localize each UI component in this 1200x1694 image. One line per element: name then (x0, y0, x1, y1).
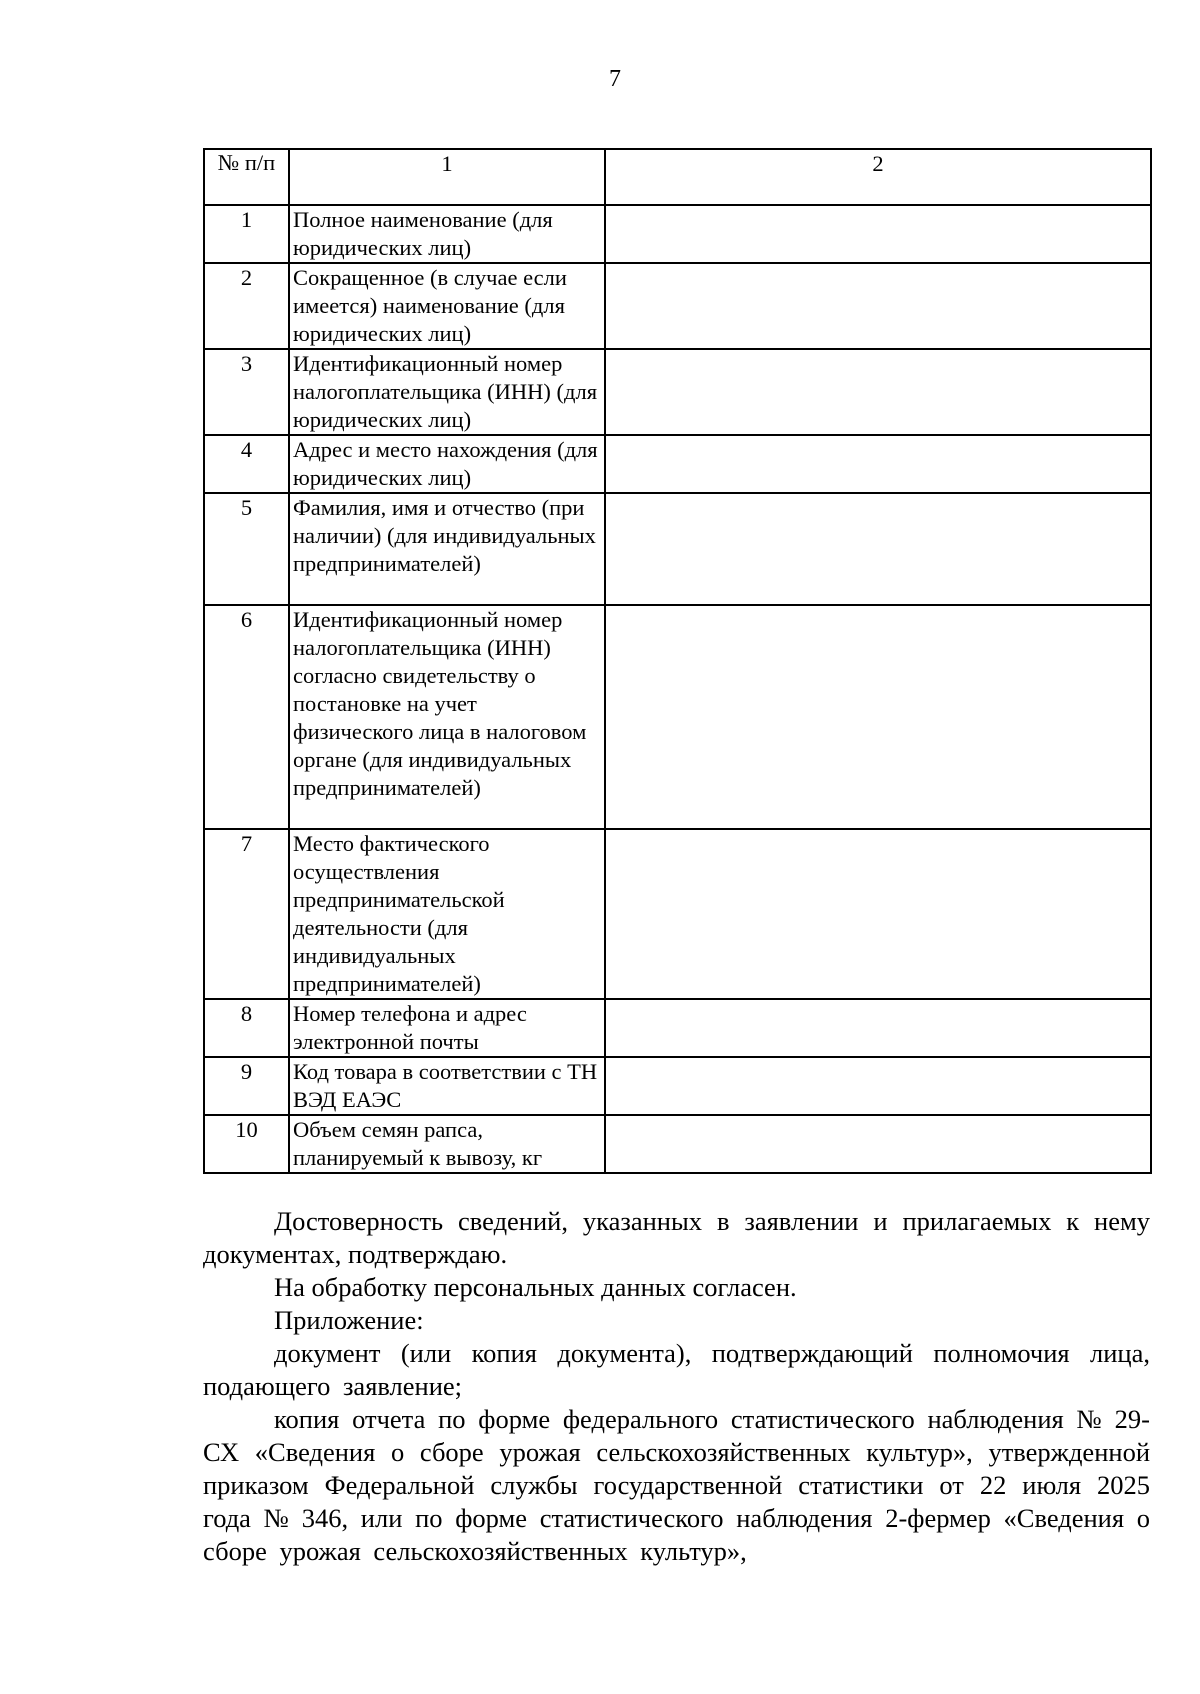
table-row (204, 605, 1151, 829)
document-body (203, 1205, 1150, 1568)
paragraph-attachments-heading: Приложение: (274, 1305, 424, 1335)
row-value-cell[interactable] (605, 1057, 1151, 1115)
paragraph-certification: Достоверность сведений, указанных в заявлении и прилагаемых к нему документах, подтверждаю. (203, 1206, 1150, 1269)
row-number: 6 (204, 605, 289, 829)
table-header-row (204, 149, 1151, 205)
applicant-info-table (203, 148, 1152, 1174)
table-row (204, 829, 1151, 999)
row-value-cell[interactable] (605, 493, 1151, 605)
row-label: Идентификационный номер налогоплательщика (ИНН) (для юридических лиц) (289, 349, 605, 435)
row-label: Номер телефона и адрес электронной почты (289, 999, 605, 1057)
table-row (204, 1057, 1151, 1115)
row-number: 8 (204, 999, 289, 1057)
row-number: 10 (204, 1115, 289, 1173)
row-label: Место фактического осуществления предпринимательской деятельности (для индивидуальных предпринимателей) (289, 829, 605, 999)
row-label: Код товара в соответствии с ТН ВЭД ЕАЭС (289, 1057, 605, 1115)
row-value-cell[interactable] (605, 263, 1151, 349)
row-label: Фамилия, имя и отчество (при наличии) (для индивидуальных предпринимателей) (289, 493, 605, 605)
table-row (204, 493, 1151, 605)
table-row (204, 999, 1151, 1057)
row-label: Полное наименование (для юридических лиц) (289, 205, 605, 263)
row-label: Объем семян рапса, планируемый к вывозу, кг (289, 1115, 605, 1173)
row-number: 1 (204, 205, 289, 263)
paragraph-consent: На обработку персональных данных согласен. (274, 1272, 797, 1302)
paragraph-attachment-report: копия отчета по форме федерального статистического наблюдения № 29-СХ «Сведения о сборе урожая сельскохозяйственных культур», утвержденной приказом Федеральной службы государственной статистики от 22 июля 2025 года № 346, или по форме статистического наблюдения 2-фермер «Сведения о сборе урожая сельскохозяйственных культур», (203, 1404, 1150, 1566)
header-col-2: 2 (605, 149, 1151, 205)
header-col-1: 1 (289, 149, 605, 205)
table-row (204, 205, 1151, 263)
row-number: 7 (204, 829, 289, 999)
row-label: Адрес и место нахождения (для юридических лиц) (289, 435, 605, 493)
table-row (204, 1115, 1151, 1173)
row-value-cell[interactable] (605, 605, 1151, 829)
row-number: 5 (204, 493, 289, 605)
row-value-cell[interactable] (605, 999, 1151, 1057)
page-number: 7 (609, 66, 621, 92)
row-number: 3 (204, 349, 289, 435)
row-number: 9 (204, 1057, 289, 1115)
row-value-cell[interactable] (605, 205, 1151, 263)
row-number: 2 (204, 263, 289, 349)
row-number: 4 (204, 435, 289, 493)
row-label: Сокращенное (в случае если имеется) наименование (для юридических лиц) (289, 263, 605, 349)
header-number: № п/п (204, 149, 289, 205)
paragraph-attachment-authority: документ (или копия документа), подтверждающий полномочия лица, подающего заявление; (203, 1338, 1150, 1401)
table-row (204, 349, 1151, 435)
row-value-cell[interactable] (605, 829, 1151, 999)
row-label: Идентификационный номер налогоплательщика (ИНН) согласно свидетельству о постановке на учет физического лица в налоговом органе (для индивидуальных предпринимателей) (289, 605, 605, 829)
row-value-cell[interactable] (605, 349, 1151, 435)
row-value-cell[interactable] (605, 435, 1151, 493)
row-value-cell[interactable] (605, 1115, 1151, 1173)
table-row (204, 263, 1151, 349)
table-row (204, 435, 1151, 493)
